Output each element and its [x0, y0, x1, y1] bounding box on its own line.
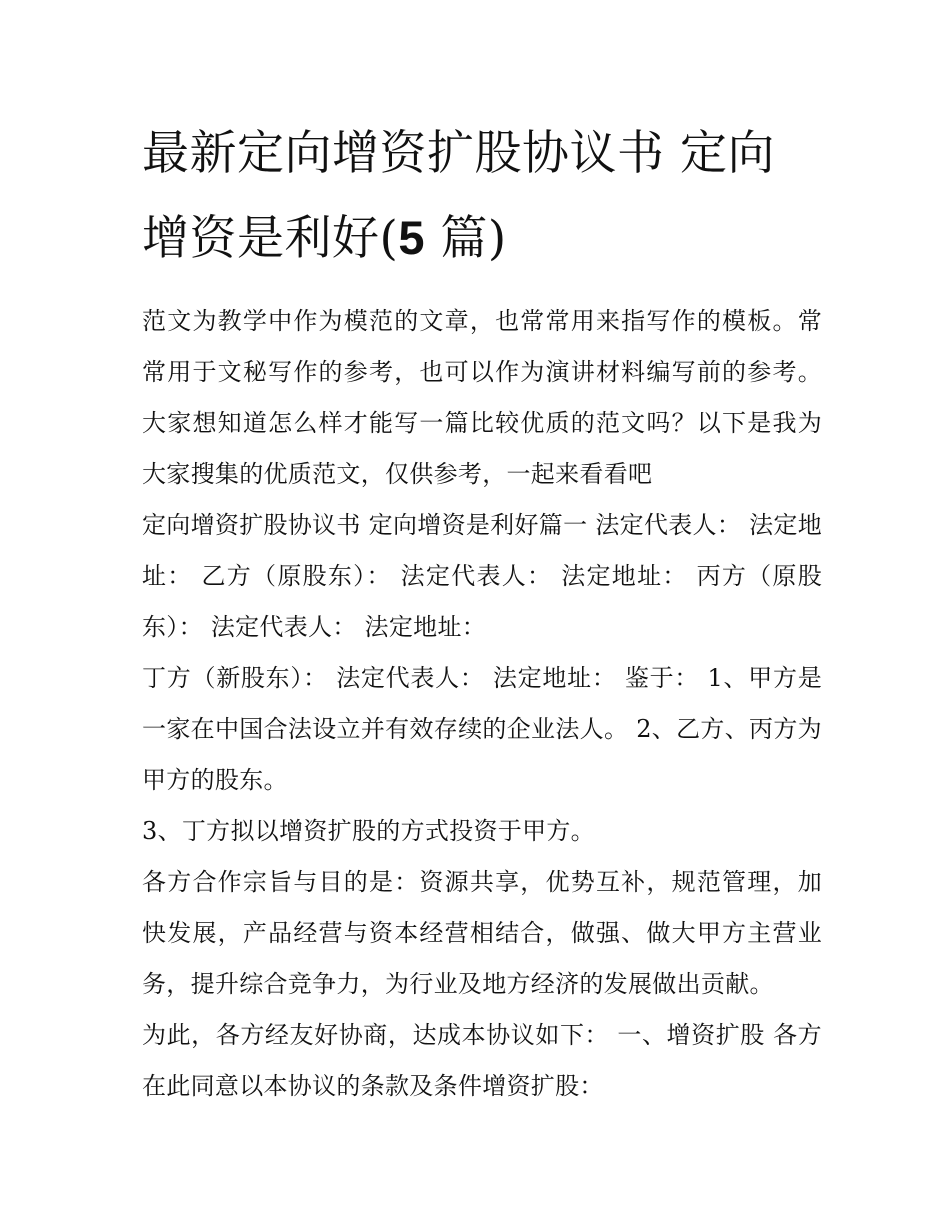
document-body [142, 296, 822, 1112]
title-text-part2: 篇) [424, 211, 507, 266]
paragraph-agreement: 为此，各方经友好协商，达成本协议如下： 一、增资扩股 各方在此同意以本协议的条款及条件增资扩股： [142, 1021, 822, 1100]
title-count: 5 [398, 211, 425, 264]
paragraph-intro: 范文为教学中作为模范的文章，也常常用来指写作的模板。常常用于文秘写作的参考，也可以作为演讲材料编写前的参考。大家想知道怎么样才能写一篇比较优质的范文吗？以下是我为大家搜集的优质范文，仅供参考，一起来看看吧 [142, 307, 822, 488]
paragraph-parties: 定向增资扩股协议书 定向增资是利好篇一 法定代表人： 法定地址： 乙方（原股东）： 法定代表人： 法定地址： 丙方（原股东）： 法定代表人： 法定地址： [142, 511, 822, 641]
paragraph-purpose: 各方合作宗旨与目的是：资源共享，优势互补，规范管理，加快发展，产品经营与资本经营相结合，做强、做大甲方主营业务，提升综合竞争力，为行业及地方经济的发展做出贡献。 [142, 868, 822, 998]
document-page [142, 112, 822, 1112]
title-text-part1: 最新定向增资扩股协议书 定向增资是利好( [142, 126, 775, 266]
paragraph-investment: 3、丁方拟以增资扩股的方式投资于甲方。 [142, 817, 595, 845]
paragraph-new-shareholder: 丁方（新股东）： 法定代表人： 法定地址： 鉴于： 1、甲方是一家在中国合法设立并有效存续的企业法人。 2、乙方、丙方为甲方的股东。 [142, 664, 822, 794]
document-title [142, 112, 822, 281]
